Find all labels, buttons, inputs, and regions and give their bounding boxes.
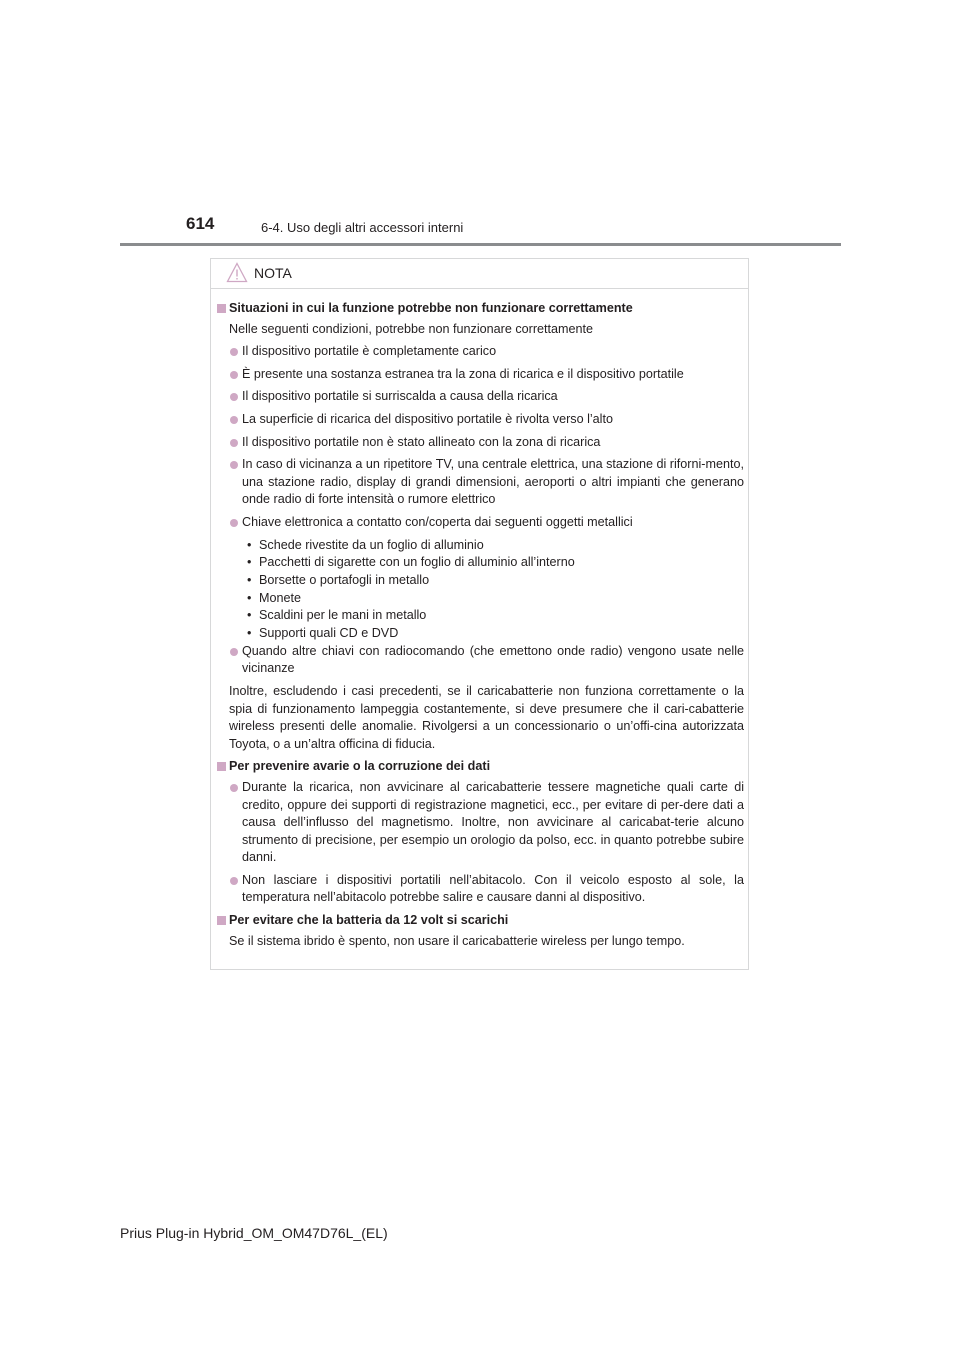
round-bullet-icon bbox=[230, 348, 238, 356]
section-heading: Per prevenire avarie o la corruzione dei dati bbox=[217, 758, 744, 776]
list-item: Durante la ricarica, non avvicinare al caricabatterie tessere magnetiche quali carte di credito, oppure dei supporti di registrazione magnetici, ecc., per evitare di per-dere dati a causa dell’influsso del magnetismo. Inoltre, non avvicinare al caricabat-terie alcuno strumento di precisione, per esempio un orologio da polso, ecc. in quanto potrebbe subire danni. bbox=[217, 779, 744, 867]
list-item: Il dispositivo portatile non è stato allineato con la zona di ricarica bbox=[217, 434, 744, 452]
sub-list-item: • Pacchetti di sigarette con un foglio di alluminio all’interno bbox=[247, 555, 575, 570]
round-bullet-icon bbox=[230, 461, 238, 469]
list-item: Chiave elettronica a contatto con/coperta dai seguenti oggetti metallici bbox=[217, 514, 744, 532]
list-item: Il dispositivo portatile è completamente carico bbox=[217, 343, 744, 361]
nota-body bbox=[217, 300, 744, 955]
page-number: 614 bbox=[186, 214, 215, 233]
round-bullet-icon bbox=[230, 648, 238, 656]
square-bullet-icon bbox=[217, 762, 226, 771]
section-intro: Nelle seguenti condizioni, potrebbe non funzionare correttamente bbox=[229, 321, 594, 336]
round-bullet-icon bbox=[230, 371, 238, 379]
list-item: È presente una sostanza estranea tra la zona di ricarica e il dispositivo portatile bbox=[217, 366, 744, 384]
section-outro: Inoltre, escludendo i casi precedenti, se il caricabatterie non funziona correttamente o la spia di funzionamento lampeggia costantemente, si deve presumere che il cari-cabatterie wireless presenti delle anomalie. Rivolgersi a un concessionario o un’offi-cina autorizzata Toyota, o a un’altra officina di fiducia. bbox=[229, 683, 744, 751]
section-text: Se il sistema ibrido è spento, non usare il caricabatterie wireless per lungo tempo. bbox=[229, 933, 685, 948]
list-item: Quando altre chiavi con radiocomando (che emettono onde radio) vengono usate nelle vicinanze bbox=[217, 643, 744, 678]
sub-list-item: • Schede rivestite da un foglio di alluminio bbox=[247, 537, 484, 552]
list-item: In caso di vicinanza a un ripetitore TV, una centrale elettrica, una stazione di riforni-mento, una stazione radio, display di grandi dimensioni, aeroporti o altri impianti che generano onde radio di forte intensità o rumore elettrico bbox=[217, 456, 744, 509]
section-heading: Per evitare che la batteria da 12 volt si scarichi bbox=[217, 912, 744, 930]
round-bullet-icon bbox=[230, 877, 238, 885]
section-heading: Situazioni in cui la funzione potrebbe non funzionare correttamente bbox=[217, 300, 744, 318]
round-bullet-icon bbox=[230, 784, 238, 792]
list-item: La superficie di ricarica del dispositivo portatile è rivolta verso l’alto bbox=[217, 411, 744, 429]
list-item: Non lasciare i dispositivi portatili nell’abitacolo. Con il veicolo esposto al sole, la temperatura nell’abitacolo potrebbe salire e causare danni al dispositivo. bbox=[217, 872, 744, 907]
warning-triangle-icon bbox=[226, 262, 248, 288]
sub-list-item: • Scaldini per le mani in metallo bbox=[247, 608, 427, 623]
nota-label: NOTA bbox=[254, 265, 292, 281]
metal-objects-list bbox=[217, 537, 744, 643]
sub-list-item: • Supporti quali CD e DVD bbox=[247, 626, 399, 641]
round-bullet-icon bbox=[230, 416, 238, 424]
round-bullet-icon bbox=[230, 393, 238, 401]
list-item: Il dispositivo portatile si surriscalda a causa della ricarica bbox=[217, 388, 744, 406]
sub-list-item: • Monete bbox=[247, 590, 302, 605]
footer-document-code: Prius Plug-in Hybrid_OM_OM47D76L_(EL) bbox=[120, 1225, 388, 1241]
square-bullet-icon bbox=[217, 304, 226, 313]
round-bullet-icon bbox=[230, 519, 238, 527]
nota-box bbox=[210, 258, 749, 970]
square-bullet-icon bbox=[217, 916, 226, 925]
round-bullet-icon bbox=[230, 439, 238, 447]
section-title: 6-4. Uso degli altri accessori interni bbox=[261, 220, 464, 235]
nota-header bbox=[211, 259, 748, 289]
header-rule bbox=[120, 243, 841, 246]
sub-list-item: • Borsette o portafogli in metallo bbox=[247, 572, 430, 587]
